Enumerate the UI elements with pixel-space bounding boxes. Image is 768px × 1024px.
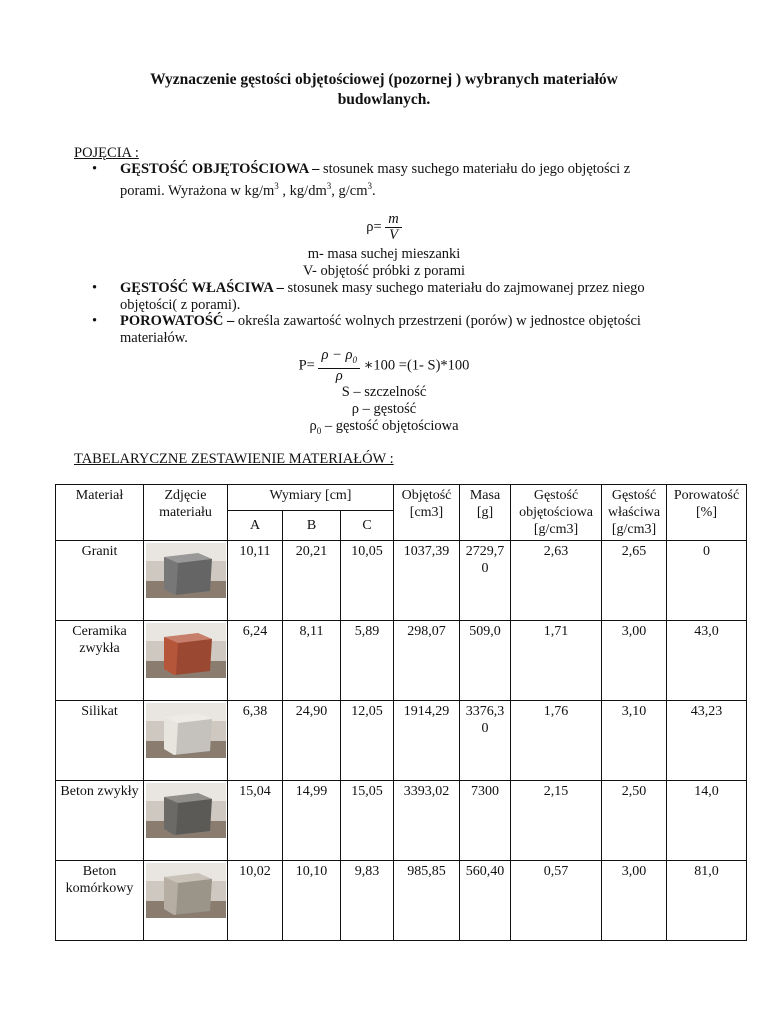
- header-dim-c: C: [341, 511, 394, 541]
- bullet-symbol: •: [92, 280, 98, 296]
- dimension-c-cell: 5,89: [341, 621, 394, 701]
- bullet-true-density: [92, 280, 712, 314]
- superscript: 3: [367, 181, 372, 191]
- formula-fraction: [318, 348, 359, 384]
- mass-cell: 7300: [460, 781, 511, 861]
- formula-definition: ρ – gęstość: [351, 401, 417, 417]
- true-density-cell: 3,00: [602, 621, 667, 701]
- porosity-cell: 0: [667, 541, 747, 621]
- definition-text: stosunek masy suchego materiału do jego objętości z: [319, 161, 631, 177]
- subscript: 0: [352, 354, 357, 365]
- material-photo-cell: [144, 781, 228, 861]
- volume-cell: 985,85: [394, 861, 460, 941]
- bulk-density-cell: 2,15: [511, 781, 602, 861]
- materials-table: [55, 484, 747, 941]
- header-mass: Masa [g]: [460, 485, 511, 541]
- table-row: [56, 541, 747, 621]
- fraction-numerator: m: [385, 212, 401, 228]
- porosity-cell: 43,0: [667, 621, 747, 701]
- dimension-b-cell: 24,90: [283, 701, 341, 781]
- bulk-density-cell: 1,76: [511, 701, 602, 781]
- superscript: 3: [326, 181, 332, 191]
- header-dimensions: Wymiary [cm]: [228, 485, 394, 511]
- dimension-b-cell: 10,10: [283, 861, 341, 941]
- definition-text: materiałów.: [120, 330, 188, 346]
- material-name-cell: Granit: [56, 541, 144, 621]
- bullet-symbol: •: [92, 161, 98, 177]
- bullet-bulk-density: [92, 161, 712, 200]
- dimension-a-cell: 6,38: [228, 701, 283, 781]
- bulk-density-cell: 0,57: [511, 861, 602, 941]
- table-heading: TABELARYCZNE ZESTAWIENIE MATERIAŁÓW :: [74, 451, 394, 467]
- header-volume: Objętość [cm3]: [394, 485, 460, 541]
- dimension-a-cell: 10,02: [228, 861, 283, 941]
- table-row: [56, 781, 747, 861]
- table-row: [56, 621, 747, 701]
- formula-fraction: [385, 212, 401, 243]
- definition-text: stosunek masy suchego materiału do zajmowanej przez niego: [283, 280, 645, 296]
- dimension-b-cell: 14,99: [283, 781, 341, 861]
- header-photo: Zdjęcie materiału: [144, 485, 228, 541]
- term-bulk-density: GĘSTOŚĆ OBJĘTOŚCIOWA –: [120, 161, 320, 177]
- formula-rhs: ∗100 =(1- S)*100: [363, 357, 470, 374]
- porosity-cell: 14,0: [667, 781, 747, 861]
- title-line-1: Wyznaczenie gęstości objętościowej (pozornej ) wybranych materiałów: [150, 71, 618, 88]
- unit-text: .: [371, 182, 376, 199]
- unit-text: porami. Wyrażona w kg/m: [120, 182, 275, 199]
- formula-definition: [0, 418, 768, 440]
- dimension-c-cell: 15,05: [341, 781, 394, 861]
- formula-definition: m- masa suchej mieszanki: [307, 246, 461, 262]
- dimension-a-cell: 15,04: [228, 781, 283, 861]
- bulk-density-cell: 1,71: [511, 621, 602, 701]
- material-photo: [146, 623, 226, 678]
- fraction-numerator: [318, 348, 359, 369]
- material-photo-cell: [144, 541, 228, 621]
- dimension-c-cell: 10,05: [341, 541, 394, 621]
- volume-cell: 1914,29: [394, 701, 460, 781]
- porosity-formula: [0, 348, 768, 384]
- formula-definition: S – szczelność: [341, 384, 427, 400]
- numerator-text: ρ − ρ: [321, 347, 353, 363]
- density-formula: [0, 212, 768, 243]
- header-bulk-density: Gęstość objętościowa [g/cm3]: [511, 485, 602, 541]
- term-porosity: POROWATOŚĆ –: [120, 313, 235, 329]
- volume-cell: 3393,02: [394, 781, 460, 861]
- concepts-heading: POJĘCIA :: [74, 145, 139, 161]
- true-density-cell: 3,00: [602, 861, 667, 941]
- mass-cell: 560,40: [460, 861, 511, 941]
- true-density-cell: 2,65: [602, 541, 667, 621]
- material-photo: [146, 543, 226, 598]
- header-porosity: Porowatość [%]: [667, 485, 747, 541]
- porosity-cell: 81,0: [667, 861, 747, 941]
- definition-text: określa zawartość wolnych przestrzeni (porów) w jednostce objętości: [234, 313, 641, 329]
- dimension-a-cell: 6,24: [228, 621, 283, 701]
- title-line-2: budowlanych.: [337, 91, 431, 108]
- material-name-cell: Beton zwykły: [56, 781, 144, 861]
- unit-text: , g/cm: [331, 182, 368, 199]
- header-dim-a: A: [228, 511, 283, 541]
- formula-lhs: ρ=: [366, 218, 382, 235]
- document-title: [60, 70, 708, 110]
- material-name-cell: Beton komórkowy: [56, 861, 144, 941]
- superscript: 3: [274, 181, 279, 191]
- volume-cell: 298,07: [394, 621, 460, 701]
- fraction-denominator: ρ: [335, 367, 343, 384]
- dimension-b-cell: 8,11: [283, 621, 341, 701]
- formula-definition: V- objętość próbki z porami: [302, 263, 466, 279]
- dimension-c-cell: 12,05: [341, 701, 394, 781]
- rho-symbol: ρ: [309, 418, 317, 434]
- volume-cell: 1037,39: [394, 541, 460, 621]
- material-photo-cell: [144, 861, 228, 941]
- dimension-c-cell: 9,83: [341, 861, 394, 941]
- bullet-porosity: [92, 313, 712, 347]
- header-dim-b: B: [283, 511, 341, 541]
- header-material: Materiał: [56, 485, 144, 541]
- bulk-density-cell: 2,63: [511, 541, 602, 621]
- material-photo: [146, 783, 226, 838]
- true-density-cell: 3,10: [602, 701, 667, 781]
- table-row: [56, 861, 747, 941]
- subscript: 0: [316, 425, 322, 436]
- material-photo: [146, 703, 226, 758]
- definition-text: objętości( z porami).: [120, 297, 241, 313]
- definition-text: – gęstość objętościowa: [321, 418, 459, 434]
- unit-text: , kg/dm: [278, 182, 327, 199]
- mass-cell: 509,0: [460, 621, 511, 701]
- formula-lhs: P=: [298, 357, 315, 374]
- material-name-cell: Ceramika zwykła: [56, 621, 144, 701]
- porosity-cell: 43,23: [667, 701, 747, 781]
- material-name-cell: Silikat: [56, 701, 144, 781]
- material-photo-cell: [144, 621, 228, 701]
- true-density-cell: 2,50: [602, 781, 667, 861]
- dimension-b-cell: 20,21: [283, 541, 341, 621]
- table-row: [56, 701, 747, 781]
- material-photo-cell: [144, 701, 228, 781]
- dimension-a-cell: 10,11: [228, 541, 283, 621]
- fraction-denominator: V: [389, 227, 398, 243]
- header-true-density: Gęstość właściwa [g/cm3]: [602, 485, 667, 541]
- bullet-symbol: •: [92, 313, 98, 329]
- material-photo: [146, 863, 226, 918]
- term-true-density: GĘSTOŚĆ WŁAŚCIWA –: [120, 280, 284, 296]
- mass-cell: 3376,3 0: [460, 701, 511, 781]
- mass-cell: 2729,7 0: [460, 541, 511, 621]
